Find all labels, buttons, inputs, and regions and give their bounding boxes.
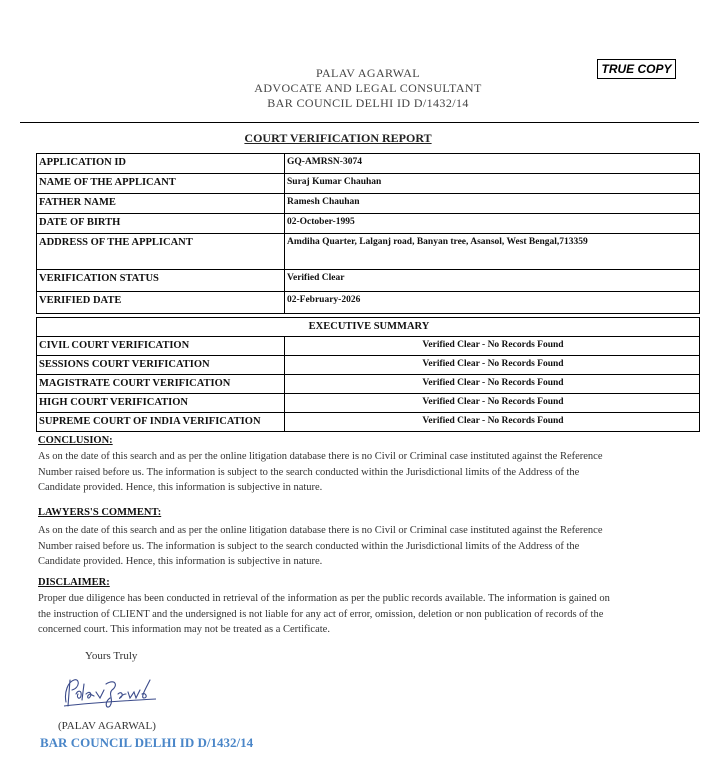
header-role: ADVOCATE AND LEGAL CONSULTANT (254, 81, 482, 95)
table-row (37, 270, 700, 292)
lawyers-comment-heading: LAWYERS'S COMMENT: (38, 507, 162, 518)
application-id-label: APPLICATION ID (37, 154, 285, 174)
table-row (37, 394, 700, 413)
supreme-court-value: Verified Clear - No Records Found (285, 413, 700, 432)
table-row (37, 292, 700, 314)
table-row (37, 234, 700, 270)
magistrate-court-value: Verified Clear - No Records Found (285, 375, 700, 394)
civil-court-label: CIVIL COURT VERIFICATION (37, 337, 285, 356)
conclusion-heading: CONCLUSION: (38, 435, 113, 446)
report-title: COURT VERIFICATION REPORT (244, 131, 432, 145)
true-copy-stamp: TRUE COPY (597, 59, 676, 79)
table-row (37, 214, 700, 234)
footer-bar-id: BAR COUNCIL DELHI ID D/1432/14 (40, 735, 254, 750)
table-row (37, 413, 700, 432)
header-divider (20, 122, 699, 123)
table-row (37, 375, 700, 394)
lawyers-comment-line: As on the date of this search and as per the online litigation database there is no Civil or Criminal case instituted against the Reference (38, 525, 603, 536)
lawyers-comment-line: Candidate provided. Hence, this information is subjective in nature. (38, 556, 323, 567)
magistrate-court-label: MAGISTRATE COURT VERIFICATION (37, 375, 285, 394)
lawyers-comment-text (38, 523, 694, 570)
header-bar-id: BAR COUNCIL DELHI ID D/1432/14 (267, 96, 469, 110)
applicant-name-value: Suraj Kumar Chauhan (285, 174, 700, 194)
disclaimer-line: Proper due diligence has been conducted in retrieval of the information as per the public records available. The information is gained on (38, 593, 610, 604)
executive-summary-table (36, 317, 700, 432)
verified-date-value: 02-February-2026 (285, 292, 700, 314)
verified-date-label: VERIFIED DATE (37, 292, 285, 314)
high-court-value: Verified Clear - No Records Found (285, 394, 700, 413)
disclaimer-line: the instruction of CLIENT and the undersigned is not liable for any act of error, omission, deletion or non publication of records of the (38, 608, 604, 620)
disclaimer-line: concerned court. This information may not be treated as a Certificate. (38, 624, 330, 635)
table-row (37, 356, 700, 375)
conclusion-line: Candidate provided. Hence, this information is subjective in nature. (38, 482, 323, 493)
table-row (37, 154, 700, 174)
conclusion-line: As on the date of this search and as per the online litigation database there is no Civil or Criminal case instituted against the Reference (38, 451, 603, 462)
civil-court-value: Verified Clear - No Records Found (285, 337, 700, 356)
table-row (37, 174, 700, 194)
header-name: PALAV AGARWAL (315, 66, 420, 80)
signatory-name: (PALAV AGARWAL) (58, 720, 156, 732)
application-id-value: GQ-AMRSN-3074 (285, 154, 700, 174)
disclaimer-text (38, 591, 694, 638)
address-label: ADDRESS OF THE APPLICANT (37, 234, 285, 270)
conclusion-line: Number raised before us. The information is subject to the search conducted within the Jurisdictional limits of the Address of the (38, 466, 580, 478)
dob-label: DATE OF BIRTH (37, 214, 285, 234)
details-table (36, 153, 700, 314)
father-name-value: Ramesh Chauhan (285, 194, 700, 214)
high-court-label: HIGH COURT VERIFICATION (37, 394, 285, 413)
supreme-court-label: SUPREME COURT OF INDIA VERIFICATION (37, 413, 285, 432)
father-name-label: FATHER NAME (37, 194, 285, 214)
yours-truly: Yours Truly (85, 650, 138, 662)
applicant-name-label: NAME OF THE APPLICANT (37, 174, 285, 194)
sessions-court-label: SESSIONS COURT VERIFICATION (37, 356, 285, 375)
sessions-court-value: Verified Clear - No Records Found (285, 356, 700, 375)
conclusion-text (38, 449, 694, 496)
lawyers-comment-line: Number raised before us. The information is subject to the search conducted within the Jurisdictional limits of the Address of the (38, 540, 580, 552)
dob-value: 02-October-1995 (285, 214, 700, 234)
summary-title: EXECUTIVE SUMMARY (37, 318, 700, 337)
status-label: VERIFICATION STATUS (37, 270, 285, 292)
disclaimer-heading: DISCLAIMER: (38, 577, 110, 588)
table-row (37, 337, 700, 356)
table-row (37, 194, 700, 214)
status-value: Verified Clear (285, 270, 700, 292)
address-value: Amdiha Quarter, Lalganj road, Banyan tree, Asansol, West Bengal,713359 (285, 234, 700, 270)
table-row (37, 318, 700, 337)
signature-image (60, 670, 160, 712)
